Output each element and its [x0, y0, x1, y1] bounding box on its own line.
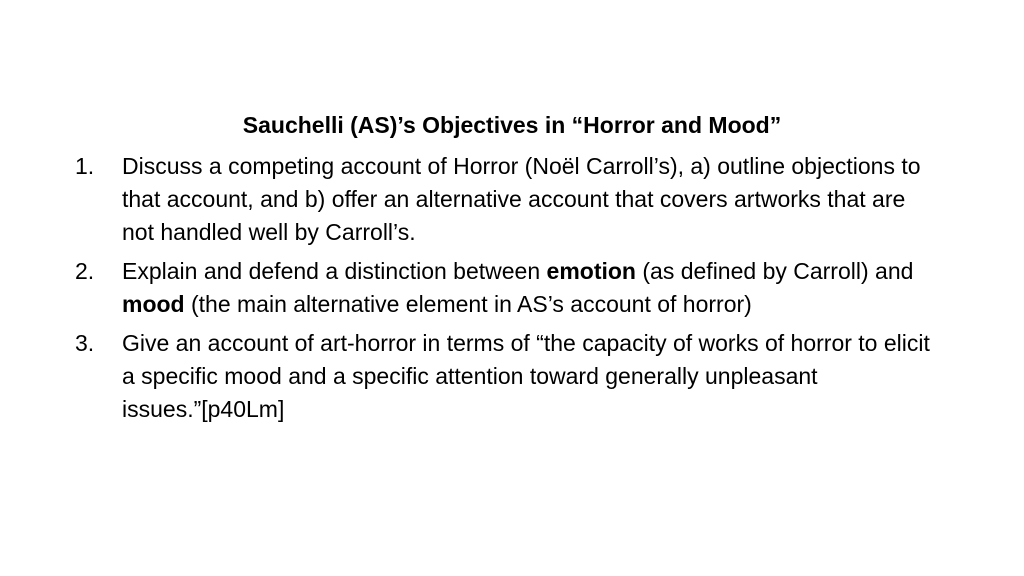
objective-number: 1. — [75, 153, 95, 179]
objective-item-3 — [73, 327, 943, 426]
objective-text-segment: (the main alternative element in AS’s account of horror) — [184, 291, 752, 317]
objective-text-segment: Give an account of art-horror in terms of “the capacity of works of horror to elicit a specific mood and a specific attention toward generally unpleasant issues.”[p40Lm] — [122, 330, 930, 422]
term-mood: mood — [122, 291, 185, 317]
objective-item-2 — [73, 255, 943, 321]
objective-text-segment: Explain and defend a distinction between — [122, 258, 547, 284]
objective-item-1 — [73, 150, 943, 249]
term-emotion: emotion — [546, 258, 636, 284]
objectives-list — [73, 150, 943, 432]
objective-text — [122, 330, 930, 422]
objective-number: 3. — [75, 330, 95, 356]
objective-number: 2. — [75, 258, 95, 284]
objective-text-segment: (as defined by Carroll) and — [635, 258, 914, 284]
objective-text-segment: Discuss a competing account of Horror (Noël Carroll’s), a) outline objections to that account, and b) offer an alternative account that covers artworks that are not handled well by Carroll’s. — [122, 153, 921, 245]
objective-text — [122, 153, 921, 245]
objective-text — [122, 258, 913, 317]
slide-title: Sauchelli (AS)’s Objectives in “Horror and Mood” — [242, 112, 782, 138]
